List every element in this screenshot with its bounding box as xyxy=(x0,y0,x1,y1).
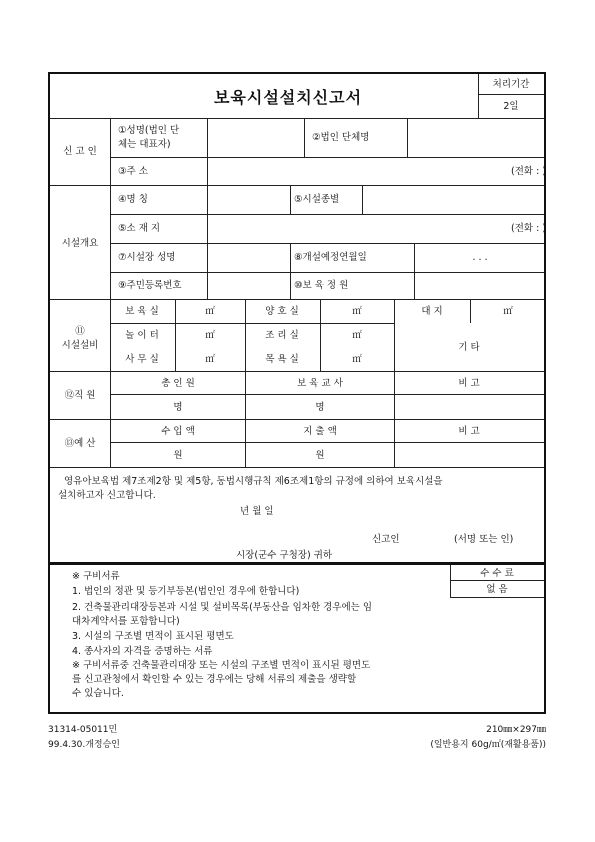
documents-title: ※ 구비서류 xyxy=(72,571,120,582)
declaration-line2: 설치하고자 신고합니다. xyxy=(58,490,156,501)
room-office: 사 무 실 xyxy=(125,354,159,365)
document-note-line1: ※ 구비서류중 건축물관리대장 또는 시설의 구조별 면적이 표시된 평면도 xyxy=(72,660,371,671)
staff-remarks-header: 비 고 xyxy=(458,378,480,389)
form-code: 31314-05011민 xyxy=(48,725,118,735)
applicant-section-label: 신 고 인 xyxy=(63,146,97,157)
room-bath: 목 욕 실 xyxy=(265,354,299,365)
document-note-line3: 수 있습니다. xyxy=(72,688,124,699)
location-label: ⑤소 재 지 xyxy=(118,223,161,234)
opening-date-label: ⑧개설예정연월일 xyxy=(294,252,367,263)
budget-section-label: ⑬예 산 xyxy=(64,438,96,449)
income-unit: 원 xyxy=(173,450,183,461)
document-item-2: 2. 건축물관리대장등본과 시설 및 설비목록(부동산을 임차한 경우에는 임 xyxy=(72,602,373,613)
unit-3: ㎡ xyxy=(503,306,513,317)
addressee: 시장(군수 구청장) 귀하 xyxy=(236,550,333,561)
facility-type-label: ⑤시설종별 xyxy=(294,194,340,205)
unit-5: ㎡ xyxy=(352,330,362,341)
room-playground: 놀 이 터 xyxy=(125,330,159,341)
corporation-name-label: ②법인 단체명 xyxy=(312,132,370,143)
facility-name-label: ④명 칭 xyxy=(118,194,148,205)
income-header: 수 입 액 xyxy=(161,426,195,437)
declaration-line1: 영유아보육법 제7조제2항 및 제5항, 동법시행규칙 제6조제1항의 규정에 의하여 보육시설을 xyxy=(64,476,443,487)
fee-value: 없 음 xyxy=(486,584,508,595)
expense-header: 지 출 액 xyxy=(303,426,337,437)
other-label: 기 타 xyxy=(458,342,480,353)
director-name-label: ⑦시설장 성명 xyxy=(118,252,176,263)
unit-2: ㎡ xyxy=(352,306,362,317)
applicant-phone: (전화 : ) xyxy=(510,166,546,177)
document-item-3: 3. 시설의 구조별 면적이 표시된 평면도 xyxy=(72,631,234,642)
room-kitchen: 조 리 실 xyxy=(265,330,299,341)
fee-label: 수 수 료 xyxy=(480,568,514,579)
paper-type: (일반용지 60g/㎡(재활용품)) xyxy=(430,740,546,750)
facility-section-label: 시설개요 xyxy=(61,238,99,249)
resident-number-label: ⑨주민등록번호 xyxy=(118,280,182,291)
name-label-line2: 체는 대표자) xyxy=(118,139,171,150)
required-documents-box xyxy=(48,564,546,714)
expense-unit: 원 xyxy=(315,450,325,461)
processing-period-value: 2일 xyxy=(503,101,519,112)
equipment-section-number: ⑪ xyxy=(75,326,85,337)
document-note-line2: 를 신고관청에서 확인할 수 있는 경우에는 당해 서류의 제출을 생략할 xyxy=(72,674,357,685)
staff-teachers-header: 보 육 교 사 xyxy=(297,378,343,389)
unit-7: ㎡ xyxy=(352,354,362,365)
staff-teachers-unit: 명 xyxy=(315,402,325,413)
facility-phone: (전화 : ) xyxy=(510,223,546,234)
report-form xyxy=(48,72,546,564)
unit-6: ㎡ xyxy=(205,354,215,365)
signature-note: (서명 또는 인) xyxy=(454,534,514,545)
room-infirmary: 양 호 실 xyxy=(265,306,299,317)
room-nursery: 보 육 실 xyxy=(125,306,159,317)
staff-total-header: 총 인 원 xyxy=(161,378,195,389)
room-land: 대 지 xyxy=(421,306,443,317)
unit-1: ㎡ xyxy=(205,306,215,317)
processing-period-label: 처리기간 xyxy=(492,79,530,90)
approval-date: 99.4.30.개정승인 xyxy=(48,740,120,750)
declaration-date: 년 월 일 xyxy=(240,506,274,517)
applicant-sign-label: 신고인 xyxy=(372,534,400,545)
capacity-label: ⑩보 육 정 원 xyxy=(294,280,349,291)
form-title: 보육시설설치신고서 xyxy=(213,88,363,107)
staff-section-label: ⑫직 원 xyxy=(64,390,96,401)
document-item-1: 1. 법인의 정관 및 등기부등본(법인인 경우에 한합니다) xyxy=(72,586,300,597)
opening-date-value: . . . xyxy=(472,252,488,263)
address-label: ③주 소 xyxy=(118,166,148,177)
document-item-4: 4. 종사자의 자격을 증명하는 서류 xyxy=(72,646,213,657)
name-label-line1: ①성명(법인 단 xyxy=(118,125,180,136)
staff-total-unit: 명 xyxy=(173,402,183,413)
paper-size: 210㎜×297㎜ xyxy=(486,725,546,735)
document-item-2-cont: 대차계약서를 포함합니다) xyxy=(72,616,180,627)
budget-remarks-header: 비 고 xyxy=(458,426,480,437)
unit-4: ㎡ xyxy=(205,330,215,341)
equipment-section-label: 시설설비 xyxy=(61,340,99,351)
